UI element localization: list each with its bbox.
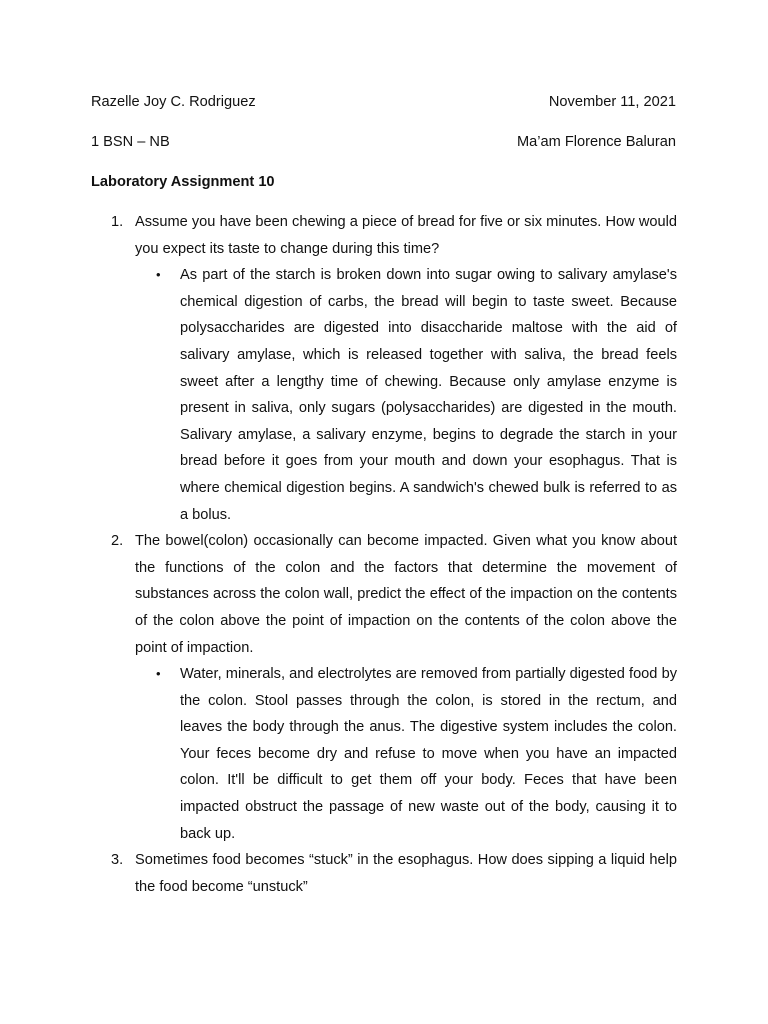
answer-text: As part of the starch is broken down into sugar owing to salivary amylase's chemical digestion of carbs, the bread will begin to taste sweet. Because polysaccharides are digested into disaccharide maltose with the aid of salivary amylase, which is released together with saliva, the bread feels sweet after a lengthy time of chewing. Because only amylase enzyme is present in saliva, only sugars (polysaccharides) are digested in the mouth. Salivary amylase, a salivary enzyme, begins to degrade the starch in your bread before it goes from your mouth and down your esophagus. That is where chemical digestion begins. A sandwich's chewed bulk is referred to as a bolus.: [180, 267, 677, 523]
bullet-icon: •: [156, 267, 161, 283]
answer-item: [135, 661, 677, 847]
question-text: Assume you have been chewing a piece of bread for five or six minutes. How would you expect its taste to change during this time?: [135, 214, 677, 257]
question-number: 1.: [111, 214, 124, 230]
instructor-name: Ma’am Florence Baluran: [517, 134, 676, 150]
student-name: Razelle Joy C. Rodriguez: [91, 94, 256, 110]
question-text: Sometimes food becomes “stuck” in the esophagus. How does sipping a liquid help the food become “unstuck”: [135, 852, 677, 895]
question-list: [91, 209, 677, 900]
student-section: 1 BSN – NB: [91, 134, 170, 150]
bullet-icon: •: [156, 666, 161, 682]
question-number: 2.: [111, 533, 124, 550]
answer-item: [135, 262, 677, 528]
answer-list: [135, 661, 677, 847]
question-item-1: [91, 209, 677, 528]
document-date: November 11, 2021: [548, 94, 676, 110]
answer-list: [135, 262, 677, 528]
question-item-2: [91, 528, 677, 847]
question-text: The bowel(colon) occasionally can become impacted. Given what you know about the functions of the colon and the factors that determine the movement of substances across the colon wall, predict the effect of the impaction on the contents of the colon above the point of impaction on the contents of the colon above the point of impaction.: [135, 533, 677, 656]
question-number: 3.: [111, 852, 124, 869]
header-row-2: [91, 132, 676, 152]
answer-text: Water, minerals, and electrolytes are removed from partially digested food by the colon. Stool passes through the colon, is stored in the rectum, and leaves the body through the anus. The digestive system includes the colon. Your feces become dry and refuse to move when you have an impacted colon. It'll be difficult to get them off your body. Feces that have been impacted obstruct the passage of new waste out of the body, causing it to back up.: [180, 666, 677, 842]
question-item-3: [91, 847, 677, 900]
header-row-1: [91, 92, 676, 112]
assignment-title: Laboratory Assignment 10: [91, 174, 275, 190]
